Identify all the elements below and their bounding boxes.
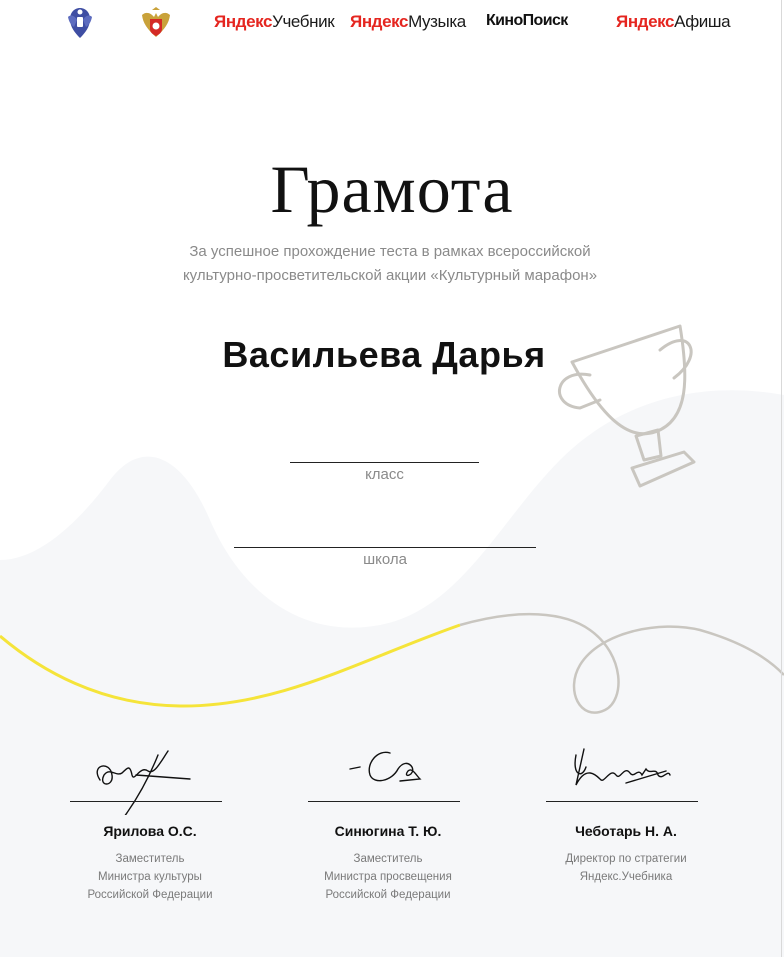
class-field-label: класс (365, 466, 404, 483)
yandex-afisha-logo: ЯндексАфиша (616, 12, 731, 31)
signatory-name: Чеботарь Н. А. (575, 823, 677, 839)
subtitle-line: За успешное прохождение теста в рамках всероссийской (189, 243, 591, 260)
signature-line (70, 801, 222, 802)
ministry-culture-emblem-icon (62, 5, 98, 41)
certificate-subtitle (140, 240, 640, 288)
page-edge (781, 0, 782, 957)
signature-line (546, 801, 698, 802)
partner-logos (0, 0, 784, 48)
school-field-label: школа (363, 551, 407, 568)
certificate-title: Грамота (270, 151, 514, 227)
recipient-name: Васильева Дарья (222, 334, 546, 375)
yandex-muzyka-logo: ЯндексМузыка (350, 12, 466, 31)
signatory-name: Ярилова О.С. (103, 823, 197, 839)
class-field-line (290, 462, 479, 463)
signatory-name: Синюгина Т. Ю. (334, 823, 442, 839)
signature-scribble (546, 745, 706, 815)
signatory-role: Заместитель Министра просвещения Российской Федерации (324, 853, 452, 901)
signature-scribble (308, 745, 468, 815)
signatory-role: Директор по стратегии Яндекс.Учебника (565, 853, 687, 883)
ministry-education-emblem-icon (138, 5, 174, 41)
signature-line (308, 801, 460, 802)
school-field-line (234, 547, 536, 548)
signature-scribble (70, 745, 230, 815)
yandex-uchebnik-logo: ЯндексУчебник (214, 12, 335, 31)
kinopoisk-logo: КиноПоиск (486, 12, 568, 29)
subtitle-line: культурно-просветительской акции «Культурный марафон» (182, 267, 598, 284)
signatory-role: Заместитель Министра культуры Российской Федерации (87, 853, 213, 901)
